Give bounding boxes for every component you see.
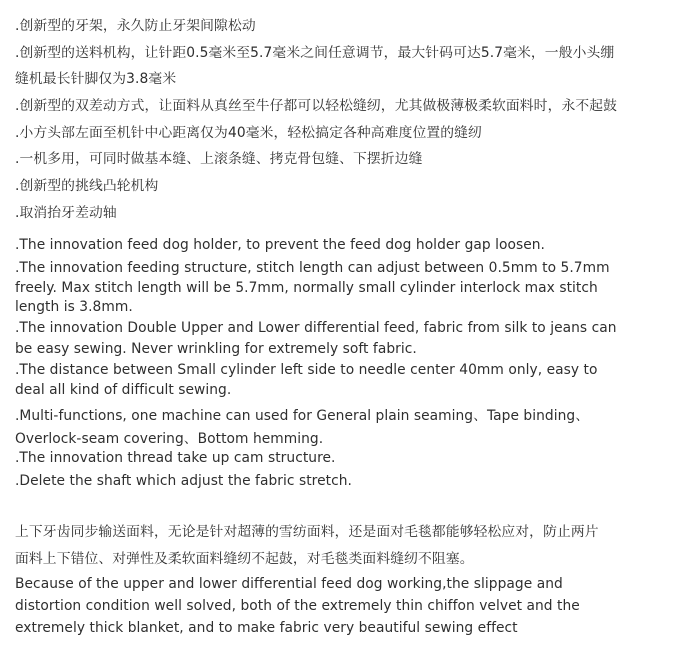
feature-zh-line: .创新型的送料机构，让针距0.5毫米至5.7毫米之间任意调节，最大针码可达5.7毫米，一般小头绷 <box>15 45 615 61</box>
feature-en-line: .The innovation Double Upper and Lower differential feed, fabric from silk to jeans can <box>15 320 617 336</box>
feature-en-line: be easy sewing. Never wrinkling for extremely soft fabric. <box>15 341 417 357</box>
feature-en-line: .Delete the shaft which adjust the fabric stretch. <box>15 473 352 489</box>
summary-zh-line: 上下牙齿同步输送面料，无论是针对超薄的雪纺面料，还是面对毛毯都能够轻松应对，防止两片 <box>15 524 599 540</box>
feature-zh-line: .小方头部左面至机针中心距离仅为40毫米，轻松搞定各种高难度位置的缝纫 <box>15 125 482 141</box>
feature-zh-line: 缝机最长针脚仅为3.8毫米 <box>15 71 177 87</box>
feature-en-line: Overlock-seam covering、Bottom hemming. <box>15 431 324 447</box>
feature-zh-line: .创新型的双差动方式，让面料从真丝至牛仔都可以轻松缝纫，尤其做极薄极柔软面料时，永不起鼓 <box>15 98 618 114</box>
feature-en-line: freely. Max stitch length will be 5.7mm, normally small cylinder interlock max stitch <box>15 280 598 296</box>
feature-en-line: .The innovation feeding structure, stitch length can adjust between 0.5mm to 5.7mm <box>15 260 610 276</box>
summary-en-line: Because of the upper and lower differential feed dog working,the slippage and <box>15 576 563 592</box>
feature-zh-line: .创新型的挑线凸轮机构 <box>15 178 159 194</box>
feature-en-line: .The innovation thread take up cam structure. <box>15 450 336 466</box>
feature-en-line: .The distance between Small cylinder left side to needle center 40mm only, easy to <box>15 362 598 378</box>
summary-zh-line: 面料上下错位、对弹性及柔软面料缝纫不起鼓，对毛毯类面料缝纫不阻塞。 <box>15 551 474 567</box>
feature-en-line: length is 3.8mm. <box>15 299 133 315</box>
feature-en-line: .The innovation feed dog holder, to prevent the feed dog holder gap loosen. <box>15 237 545 253</box>
feature-zh-line: .一机多用，可同时做基本缝、上滚条缝、拷克骨包缝、下摆折边缝 <box>15 151 423 167</box>
feature-en-line: deal all kind of difficult sewing. <box>15 382 232 398</box>
summary-en-line: extremely thick blanket, and to make fabric very beautiful sewing effect <box>15 620 518 636</box>
feature-zh-line: .创新型的牙架，永久防止牙架间隙松动 <box>15 18 256 34</box>
feature-en-line: .Multi-functions, one machine can used for General plain seaming、Tape binding、 <box>15 408 590 424</box>
summary-en-line: distortion condition well solved, both of the extremely thin chiffon velvet and the <box>15 598 580 614</box>
feature-zh-line: .取消抬牙差动轴 <box>15 205 117 221</box>
